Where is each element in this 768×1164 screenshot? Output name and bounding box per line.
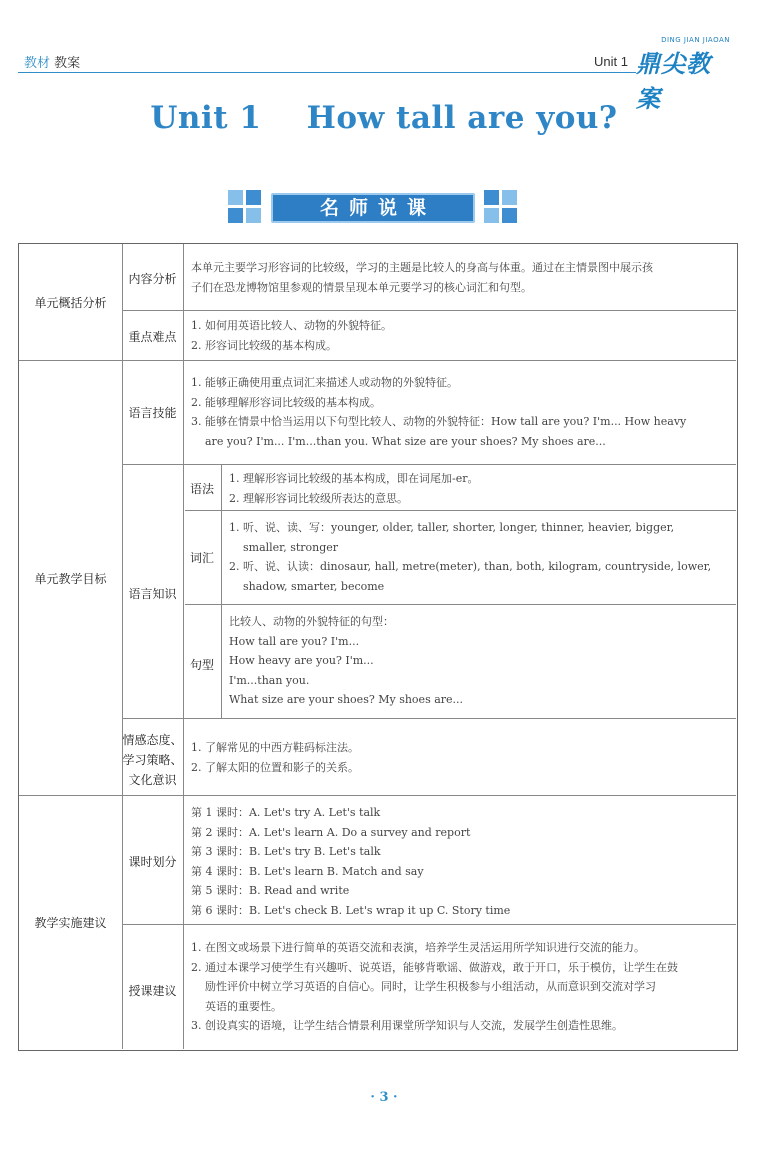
period-line: 第 6 课时：B. Let's check B. Let's wrap it up C. Story time bbox=[191, 903, 511, 917]
skills-line: are you? I'm... I'm...than you. What size are your shoes? My shoes are... bbox=[205, 434, 606, 448]
row-label-content: 内容分析 bbox=[128, 272, 177, 286]
affect-line: 1. 了解常见的中西方鞋码标注法。 bbox=[191, 741, 359, 754]
period-line: 第 2 课时：A. Let's learn A. Do a survey and report bbox=[191, 825, 471, 839]
sub-label-sentence: 句型 bbox=[189, 658, 214, 672]
focus-line: 2. 形容词比较级的基本构成。 bbox=[191, 338, 337, 352]
section-label-overview: 单元概括分析 bbox=[34, 296, 107, 310]
sub-label-vocab: 词汇 bbox=[189, 551, 214, 565]
focus-text bbox=[191, 316, 392, 355]
header-rule bbox=[18, 72, 636, 73]
content-analysis-text bbox=[191, 258, 653, 297]
header-category-a: 教材 bbox=[24, 56, 51, 71]
brand-logo-subtext: DING JIAN JIAOAN bbox=[661, 36, 730, 44]
period-line: 第 5 课时：B. Read and write bbox=[191, 884, 350, 897]
page-title: Unit 1 How tall are you? bbox=[150, 100, 618, 136]
sentence-text bbox=[229, 612, 463, 710]
advice-line: 英语的重要性。 bbox=[205, 999, 282, 1013]
affect-label-line: 情感态度、 bbox=[122, 733, 183, 747]
page-header bbox=[18, 36, 732, 113]
header-unit: Unit 1 bbox=[594, 54, 628, 69]
sentence-line: I'm...than you. bbox=[229, 673, 310, 687]
affect-text bbox=[191, 738, 359, 777]
focus-line: 1. 如何用英语比较人、动物的外貌特征。 bbox=[191, 319, 392, 332]
brand-logo bbox=[630, 36, 732, 113]
advice-line: 3. 创设真实的语境，让学生结合情景利用课堂所学知识与人交流，发展学生创造性思维。 bbox=[191, 1019, 623, 1032]
affect-label-line: 学习策略、 bbox=[122, 753, 183, 767]
advice-text bbox=[191, 938, 678, 1036]
sentence-line: How tall are you? I'm... bbox=[229, 634, 360, 648]
periods-text bbox=[191, 803, 510, 920]
affect-line: 2. 了解太阳的位置和影子的关系。 bbox=[191, 760, 359, 774]
grammar-text bbox=[229, 469, 478, 508]
skills-line: 3. 能够在情景中恰当运用以下句型比较人、动物的外貌特征：How tall are you? I'm... How heavy bbox=[191, 415, 687, 428]
content-line: 本单元主要学习形容词的比较级，学习的主题是比较人的身高与体重。通过在主情景图中展示孩 bbox=[191, 261, 653, 274]
lesson-plan-table bbox=[18, 243, 738, 1051]
grammar-line: 1. 理解形容词比较级的基本构成，即在词尾加-er。 bbox=[229, 472, 479, 485]
sentence-line: How heavy are you? I'm... bbox=[229, 654, 374, 667]
advice-line: 励性评价中树立学习英语的自信心。同时，让学生积极参与小组活动，从而意识到交流对学习 bbox=[205, 980, 656, 993]
grammar-line: 2. 理解形容词比较级所表达的意思。 bbox=[229, 491, 408, 505]
skills-text bbox=[191, 373, 686, 451]
banner-squares-left-icon bbox=[228, 190, 262, 224]
banner-squares-right-icon bbox=[484, 190, 518, 224]
skills-line: 1. 能够正确使用重点词汇来描述人或动物的外貌特征。 bbox=[191, 376, 458, 389]
skills-line: 2. 能够理解形容词比较级的基本构成。 bbox=[191, 395, 381, 409]
sub-label-grammar: 语法 bbox=[189, 482, 214, 496]
vocab-line: 2. 听、说、认读：dinosaur, hall, metre(meter), than, both, kilogram, countryside, lower, bbox=[229, 560, 712, 573]
row-label-affect bbox=[122, 730, 183, 790]
row-label-periods: 课时划分 bbox=[128, 855, 177, 869]
vocab-line: smaller, stronger bbox=[243, 540, 339, 554]
content-line: 子们在恐龙博物馆里参观的情景呈现本单元要学习的核心词汇和句型。 bbox=[191, 280, 532, 294]
section-label-implementation: 教学实施建议 bbox=[34, 916, 107, 930]
header-category bbox=[24, 52, 80, 71]
banner-label-box bbox=[271, 193, 475, 223]
affect-label-line: 文化意识 bbox=[128, 773, 177, 787]
sentence-line: 比较人、动物的外貌特征的句型： bbox=[229, 615, 394, 628]
row-label-knowledge: 语言知识 bbox=[128, 587, 177, 601]
period-line: 第 1 课时：A. Let's try A. Let's talk bbox=[191, 806, 381, 819]
section-banner bbox=[228, 190, 518, 226]
period-line: 第 3 课时：B. Let's try B. Let's talk bbox=[191, 845, 381, 858]
brand-logo-text: 鼎尖教案 bbox=[636, 50, 711, 113]
vocab-text bbox=[229, 518, 711, 596]
banner-label: 名师说课 bbox=[319, 197, 436, 219]
advice-line: 2. 通过本课学习使学生有兴趣听、说英语，能够背歌谣、做游戏，敢于开口，乐于模仿，让学生在鼓 bbox=[191, 960, 678, 974]
period-line: 第 4 课时：B. Let's learn B. Match and say bbox=[191, 864, 424, 878]
section-label-goals: 单元教学目标 bbox=[34, 572, 107, 586]
vocab-line: shadow, smarter, become bbox=[243, 579, 385, 593]
row-label-skills: 语言技能 bbox=[128, 406, 177, 420]
header-category-b: 教案 bbox=[54, 56, 81, 71]
vocab-line: 1. 听、说、读、写：younger, older, taller, shorter, longer, thinner, heavier, bigger, bbox=[229, 521, 675, 534]
row-label-focus: 重点难点 bbox=[128, 330, 177, 344]
page-number: · 3 · bbox=[370, 1090, 398, 1105]
sentence-line: What size are your shoes? My shoes are... bbox=[229, 693, 464, 706]
row-label-advice: 授课建议 bbox=[128, 984, 177, 998]
advice-line: 1. 在图文或场景下进行简单的英语交流和表演，培养学生灵活运用所学知识进行交流的能力。 bbox=[191, 941, 645, 954]
